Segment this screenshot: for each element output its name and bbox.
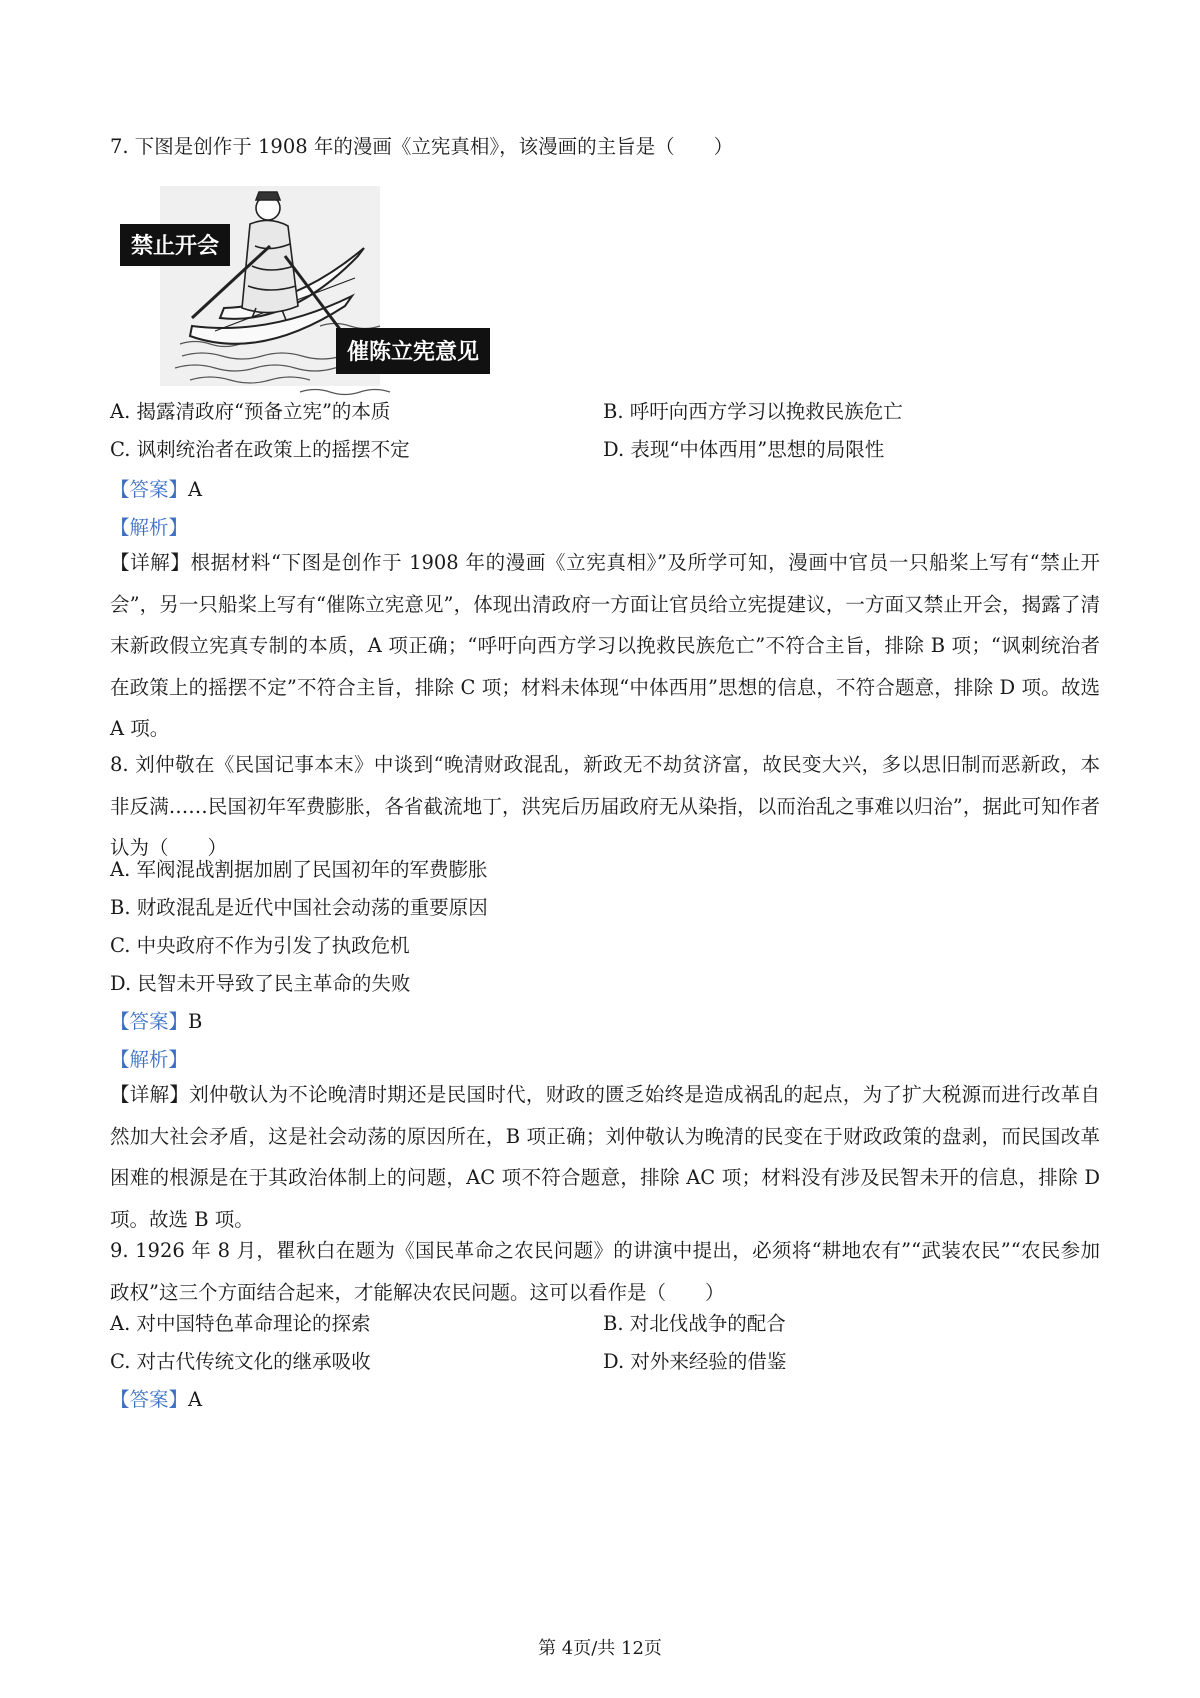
detail-tag: 【详解】	[110, 551, 191, 574]
q9-option-b: B. 对北伐战争的配合	[603, 1312, 786, 1335]
q8-detail-text: 刘仲敬认为不论晚清时期还是民国时代，财政的匮乏始终是造成祸乱的起点，为了扩大税源而进行改革自然加大社会矛盾，这是社会动荡的原因所在，B 项正确；刘仲敬认为晚清的民变在于财政政策的盘剥，而民国改革困难的根源是在于其政治体制上的问题，AC 项不符合题意，排除 AC 项；材料没有涉及民智未开的信息，排除 D 项。故选 B 项。	[110, 1083, 1100, 1231]
analysis-tag: 【解析】	[110, 516, 189, 539]
q9-answer-value: A	[188, 1388, 203, 1411]
detail-tag: 【详解】	[110, 1083, 190, 1106]
cartoon-image	[120, 186, 538, 408]
q7-option-b: B. 呼吁向西方学习以挽救民族危亡	[603, 400, 903, 423]
q7-option-d: D. 表现“中体西用”思想的局限性	[603, 438, 885, 461]
page-footer: 第 4页/共 12页	[538, 1638, 662, 1659]
q7-answer	[110, 476, 1100, 504]
q8-analysis-tag	[110, 1046, 1100, 1074]
q9-option-d: D. 对外来经验的借鉴	[603, 1350, 787, 1373]
q8-option-a: A. 军阀混战割据加剧了民国初年的军费膨胀	[110, 858, 488, 881]
q8-answer-value: B	[188, 1010, 203, 1033]
q7-stem: 7. 下图是创作于 1908 年的漫画《立宪真相》，该漫画的主旨是（ ）	[110, 135, 734, 158]
answer-tag: 【答案】	[110, 478, 189, 501]
q8-detail	[110, 1074, 1100, 1240]
answer-tag: 【答案】	[110, 1010, 189, 1033]
oar-label-2: 催陈立宪意见	[346, 340, 480, 365]
q9-option-a: A. 对中国特色革命理论的探索	[110, 1312, 371, 1335]
q7-option-c: C. 讽刺统治者在政策上的摇摆不定	[110, 438, 410, 461]
q8-answer	[110, 1008, 1100, 1036]
q7-option-a: A. 揭露清政府“预备立宪”的本质	[110, 400, 391, 423]
q8-option-b: B. 财政混乱是近代中国社会动荡的重要原因	[110, 896, 488, 919]
oar-label-1: 禁止开会	[130, 234, 220, 259]
q7-detail-text: 根据材料“下图是创作于 1908 年的漫画《立宪真相》”及所学可知，漫画中官员一只船桨上写有“禁止开会”，另一只船桨上写有“催陈立宪意见”，体现出清政府一方面让官员给立宪提建议，一方面又禁止开会，揭露了清末新政假立宪真专制的本质，A 项正确；“呼吁向西方学习以挽救民族危亡”不符合主旨，排除 B 项；“讽刺统治者在政策上的摇摆不定”不符合主旨，排除 C 项；材料未体现“中体西用”思想的信息，不符合题意，排除 D 项。故选 A 项。	[110, 551, 1100, 740]
analysis-tag: 【解析】	[110, 1048, 189, 1071]
q8-option-d: D. 民智未开导致了民主革命的失败	[110, 972, 411, 995]
answer-tag: 【答案】	[110, 1388, 189, 1411]
q7-analysis-tag	[110, 514, 1100, 542]
q9-stem: 9. 1926 年 8 月，瞿秋白在题为《国民革命之农民问题》的讲演中提出，必须将“耕地农有”“武装农民”“农民参加政权”这三个方面结合起来，才能解决农民问题。这可以看作是（ ）	[110, 1239, 1100, 1304]
q7-answer-value: A	[188, 478, 203, 501]
q8-stem: 8. 刘仲敬在《民国记事本末》中谈到“晚清财政混乱，新政无不劫贫济富，故民变大兴，多以思旧制而恶新政，本非反满……民国初年军费膨胀，各省截流地丁，洪宪后历届政府无从染指，以而治乱之事难以归治”，据此可知作者认为（ ）	[110, 753, 1100, 859]
q7-detail	[110, 542, 1100, 750]
q9-answer	[110, 1386, 1100, 1414]
q9-option-c: C. 对古代传统文化的继承吸收	[110, 1350, 371, 1373]
q8-option-c: C. 中央政府不作为引发了执政危机	[110, 934, 410, 957]
